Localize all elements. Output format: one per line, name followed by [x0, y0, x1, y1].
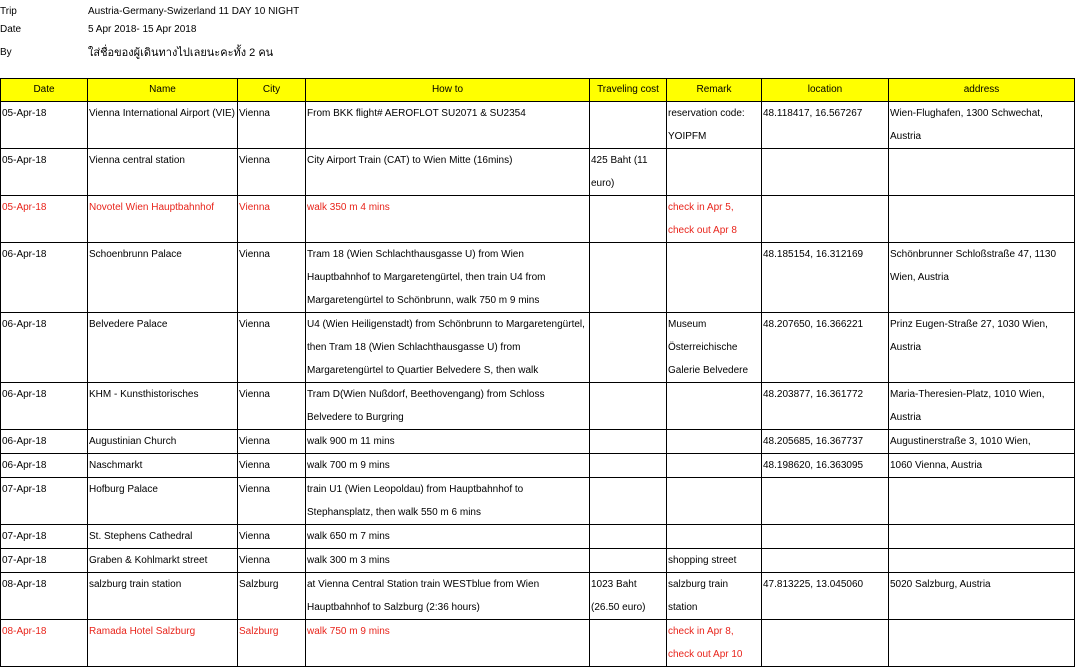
cell-remark[interactable] — [667, 430, 762, 454]
cell-remark[interactable]: salzburg train station — [667, 573, 762, 620]
cell-howto[interactable]: at Vienna Central Station train WESTblue from Wien Hauptbahnhof to Salzburg (2:36 hours) — [306, 573, 590, 620]
cell-cost[interactable] — [590, 196, 667, 243]
cell-name[interactable]: Belvedere Palace — [88, 313, 238, 383]
table-row — [1, 383, 1075, 430]
cell-date[interactable]: 06-Apr-18 — [1, 430, 88, 454]
cell-date[interactable]: 05-Apr-18 — [1, 149, 88, 196]
trip-value: Austria-Germany-Swizerland 11 DAY 10 NIGHT — [88, 5, 300, 17]
cell-date[interactable]: 06-Apr-18 — [1, 383, 88, 430]
table-row — [1, 313, 1075, 383]
cell-city[interactable]: Vienna — [238, 313, 306, 383]
cell-city[interactable]: Vienna — [238, 549, 306, 573]
cell-location[interactable]: 48.198620, 16.363095 — [762, 454, 889, 478]
cell-name[interactable]: salzburg train station — [88, 573, 238, 620]
col-header-city[interactable]: City — [238, 79, 306, 102]
table-row — [1, 196, 1075, 243]
cell-city[interactable]: Vienna — [238, 430, 306, 454]
cell-cost[interactable] — [590, 383, 667, 430]
cell-cost[interactable] — [590, 430, 667, 454]
cell-location[interactable]: 48.205685, 16.367737 — [762, 430, 889, 454]
col-header-howto[interactable]: How to — [306, 79, 590, 102]
cell-city[interactable]: Salzburg — [238, 620, 306, 667]
cell-date[interactable]: 06-Apr-18 — [1, 243, 88, 313]
cell-cost[interactable] — [590, 243, 667, 313]
cell-date[interactable]: 05-Apr-18 — [1, 196, 88, 243]
by-value: ใส่ชื่อของผู้เดินทางไปเลยนะคะทั้ง 2 คน — [88, 47, 274, 59]
cell-remark[interactable]: check in Apr 5, check out Apr 8 — [667, 196, 762, 243]
col-header-name[interactable]: Name — [88, 79, 238, 102]
cell-cost[interactable] — [590, 102, 667, 149]
cell-city[interactable]: Vienna — [238, 454, 306, 478]
cell-cost[interactable] — [590, 525, 667, 549]
table-row — [1, 620, 1075, 667]
cell-location[interactable] — [762, 149, 889, 196]
cell-name[interactable]: Vienna central station — [88, 149, 238, 196]
cell-howto[interactable]: Tram D(Wien Nußdorf, Beethovengang) from Schloss Belvedere to Burgring — [306, 383, 590, 430]
col-header-address[interactable]: address — [889, 79, 1075, 102]
cell-city[interactable]: Vienna — [238, 383, 306, 430]
col-header-cost[interactable]: Traveling cost — [590, 79, 667, 102]
cell-cost[interactable] — [590, 620, 667, 667]
cell-remark[interactable] — [667, 525, 762, 549]
cell-name[interactable]: Naschmarkt — [88, 454, 238, 478]
col-header-remark[interactable]: Remark — [667, 79, 762, 102]
cell-address[interactable]: 5020 Salzburg, Austria — [889, 573, 1075, 620]
cell-city[interactable]: Vienna — [238, 149, 306, 196]
cell-remark[interactable] — [667, 149, 762, 196]
cell-remark[interactable]: check in Apr 8, check out Apr 10 — [667, 620, 762, 667]
cell-remark[interactable]: reservation code: YOIPFM — [667, 102, 762, 149]
trip-label: Trip — [0, 5, 17, 17]
cell-address[interactable] — [889, 149, 1075, 196]
table-row — [1, 525, 1075, 549]
cell-cost[interactable]: 425 Baht (11 euro) — [590, 149, 667, 196]
cell-remark[interactable] — [667, 454, 762, 478]
cell-howto[interactable]: walk 750 m 9 mins — [306, 620, 590, 667]
date-value: 5 Apr 2018- 15 Apr 2018 — [88, 23, 197, 35]
cell-howto[interactable]: walk 900 m 11 mins — [306, 430, 590, 454]
cell-remark[interactable] — [667, 243, 762, 313]
cell-address[interactable]: Augustinerstraße 3, 1010 Wien, — [889, 430, 1075, 454]
cell-location[interactable] — [762, 620, 889, 667]
col-header-date[interactable]: Date — [1, 79, 88, 102]
cell-cost[interactable] — [590, 454, 667, 478]
by-label: By — [0, 46, 12, 58]
cell-address[interactable]: Maria-Theresien-Platz, 1010 Wien, Austria — [889, 383, 1075, 430]
cell-address[interactable] — [889, 549, 1075, 573]
cell-address[interactable] — [889, 196, 1075, 243]
cell-location[interactable]: 48.203877, 16.361772 — [762, 383, 889, 430]
cell-cost[interactable] — [590, 478, 667, 525]
cell-address[interactable]: 1060 Vienna, Austria — [889, 454, 1075, 478]
cell-howto[interactable]: walk 350 m 4 mins — [306, 196, 590, 243]
cell-cost[interactable]: 1023 Baht (26.50 euro) — [590, 573, 667, 620]
cell-city[interactable]: Vienna — [238, 243, 306, 313]
cell-howto[interactable]: City Airport Train (CAT) to Wien Mitte (16mins) — [306, 149, 590, 196]
table-row — [1, 243, 1075, 313]
cell-name[interactable]: Ramada Hotel Salzburg — [88, 620, 238, 667]
cell-address[interactable] — [889, 525, 1075, 549]
table-header-row — [1, 79, 1075, 102]
cell-date[interactable]: 08-Apr-18 — [1, 573, 88, 620]
cell-name[interactable]: Hofburg Palace — [88, 478, 238, 525]
cell-date[interactable]: 07-Apr-18 — [1, 549, 88, 573]
cell-howto[interactable]: walk 650 m 7 mins — [306, 525, 590, 549]
cell-remark[interactable]: Museum Österreichische Galerie Belvedere — [667, 313, 762, 383]
cell-city[interactable]: Salzburg — [238, 573, 306, 620]
date-label: Date — [0, 23, 22, 35]
cell-address[interactable] — [889, 478, 1075, 525]
cell-location[interactable] — [762, 196, 889, 243]
cell-name[interactable]: Novotel Wien Hauptbahnhof — [88, 196, 238, 243]
cell-location[interactable]: 48.207650, 16.366221 — [762, 313, 889, 383]
cell-city[interactable]: Vienna — [238, 478, 306, 525]
table-row — [1, 102, 1075, 149]
table-row — [1, 573, 1075, 620]
cell-city[interactable]: Vienna — [238, 525, 306, 549]
cell-location[interactable]: 47.813225, 13.045060 — [762, 573, 889, 620]
cell-name[interactable]: Schoenbrunn Palace — [88, 243, 238, 313]
cell-location[interactable] — [762, 549, 889, 573]
cell-location[interactable]: 48.185154, 16.312169 — [762, 243, 889, 313]
cell-cost[interactable] — [590, 549, 667, 573]
cell-address[interactable]: Wien-Flughafen, 1300 Schwechat, Austria — [889, 102, 1075, 149]
cell-name[interactable]: KHM - Kunsthistorisches — [88, 383, 238, 430]
cell-howto[interactable]: train U1 (Wien Leopoldau) from Hauptbahnhof to Stephansplatz, then walk 550 m 6 mins — [306, 478, 590, 525]
cell-remark[interactable] — [667, 478, 762, 525]
table-row — [1, 149, 1075, 196]
cell-howto[interactable]: walk 300 m 3 mins — [306, 549, 590, 573]
cell-name[interactable]: Graben & Kohlmarkt street — [88, 549, 238, 573]
itinerary-table — [0, 78, 1075, 667]
col-header-location[interactable]: location — [762, 79, 889, 102]
cell-remark[interactable]: shopping street — [667, 549, 762, 573]
cell-date[interactable]: 08-Apr-18 — [1, 620, 88, 667]
cell-address[interactable]: Prinz Eugen-Straße 27, 1030 Wien, Austria — [889, 313, 1075, 383]
cell-name[interactable]: Vienna International Airport (VIE) — [88, 102, 238, 149]
cell-address[interactable]: Schönbrunner Schloßstraße 47, 1130 Wien, Austria — [889, 243, 1075, 313]
cell-howto[interactable]: From BKK flight# AEROFLOT SU2071 & SU2354 — [306, 102, 590, 149]
cell-howto[interactable]: U4 (Wien Heiligenstadt) from Schönbrunn to Margaretengürtel, then Tram 18 (Wien Schlachthausgasse U) from Margaretengürtel to Quartier Belvedere S, then walk — [306, 313, 590, 383]
cell-location[interactable] — [762, 525, 889, 549]
cell-location[interactable]: 48.118417, 16.567267 — [762, 102, 889, 149]
cell-date[interactable]: 06-Apr-18 — [1, 454, 88, 478]
cell-address[interactable] — [889, 620, 1075, 667]
cell-name[interactable]: St. Stephens Cathedral — [88, 525, 238, 549]
cell-date[interactable]: 05-Apr-18 — [1, 102, 88, 149]
cell-cost[interactable] — [590, 313, 667, 383]
cell-remark[interactable] — [667, 383, 762, 430]
table-row — [1, 430, 1075, 454]
cell-date[interactable]: 06-Apr-18 — [1, 313, 88, 383]
cell-city[interactable]: Vienna — [238, 102, 306, 149]
table-row — [1, 454, 1075, 478]
cell-howto[interactable]: walk 700 m 9 mins — [306, 454, 590, 478]
cell-howto[interactable]: Tram 18 (Wien Schlachthausgasse U) from Wien Hauptbahnhof to Margaretengürtel, then train U4 from Margaretengürtel to Schönbrunn, walk 750 m 9 mins — [306, 243, 590, 313]
cell-date[interactable]: 07-Apr-18 — [1, 478, 88, 525]
table-row — [1, 549, 1075, 573]
cell-location[interactable] — [762, 478, 889, 525]
table-row — [1, 478, 1075, 525]
cell-city[interactable]: Vienna — [238, 196, 306, 243]
cell-name[interactable]: Augustinian Church — [88, 430, 238, 454]
cell-date[interactable]: 07-Apr-18 — [1, 525, 88, 549]
